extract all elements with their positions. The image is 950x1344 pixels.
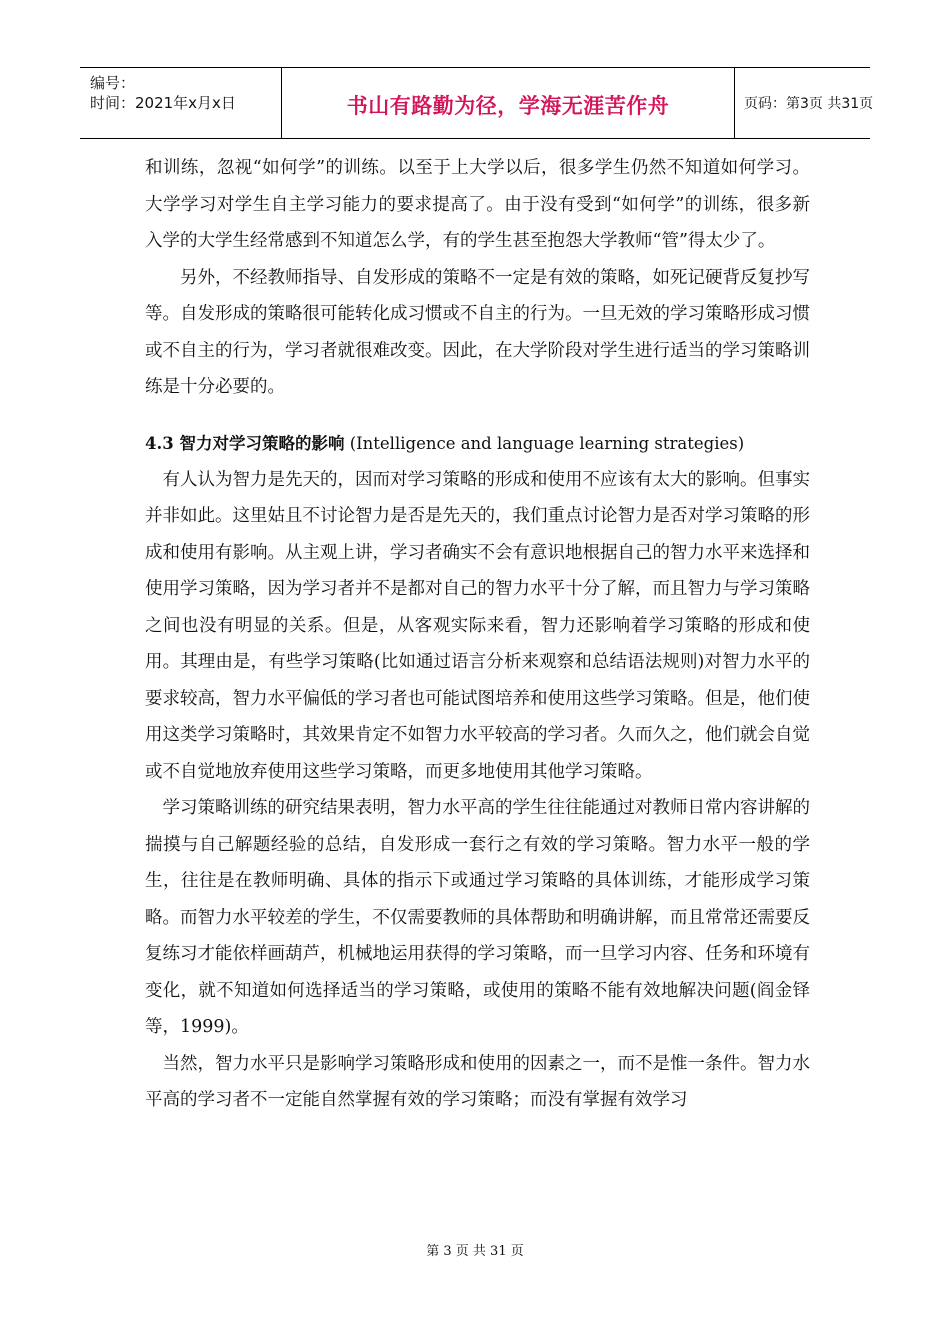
page-header [80,67,874,139]
section-heading [145,426,810,462]
section-paragraph: 当然，智力水平只是影响学习策略形成和使用的因素之一，而不是惟一条件。智力水平高的学习者不一定能自然掌握有效的学习策略；而没有掌握有效学习 [145,1053,810,1110]
section-heading-title: 4.3 智力对学习策略的影响 [145,433,345,453]
document-number-label: 编号： [90,74,136,92]
section-paragraph: 学习策略训练的研究结果表明，智力水平高的学生往往能通过对教师日常内容讲解的揣摸与自己解题经验的总结，自发形成一套行之有效的学习策略。智力水平一般的学生，往往是在教师明确、具体的指示下或通过学习策略的具体训练，才能形成学习策略。而智力水平较差的学生，不仅需要教师的具体帮助和明确讲解，而且常常还需要反复练习才能依样画葫芦，机械地运用获得的学习策略，而一旦学习内容、任务和环境有变化，就不知道如何选择适当的学习策略，或使用的策略不能有效地解决问题(阎金铎等，1999)。 [145,798,810,1037]
page-footer: 第 3 页 共 31 页 [426,1244,524,1259]
header-page-cell [735,68,874,138]
header-motto-cell [282,68,735,138]
section-paragraph: 有人认为智力是先天的，因而对学习策略的形成和使用不应该有太大的影响。但事实并非如此。这里姑且不讨论智力是否是先天的，我们重点讨论智力是否对学习策略的形成和使用有影响。从主观上讲，学习者确实不会有意识地根据自己的智力水平来选择和使用学习策略，因为学习者并不是都对自己的智力水平十分了解，而且智力与学习策略之间也没有明显的关系。但是，从客观实际来看，智力还影响着学习策略的形成和使用。其理由是，有些学习策略(比如通过语言分析来观察和总结语法规则)对智力水平的要求较高，智力水平偏低的学习者也可能试图培养和使用这些学习策略。但是，他们使用这类学习策略时，其效果肯定不如智力水平较高的学习者。久而久之，他们就会自觉或不自觉地放弃使用这些学习策略，而更多地使用其他学习策略。 [145,469,810,782]
document-date-label: 时间：2021年x月x日 [90,94,236,112]
document-body [145,150,810,1119]
header-page-number: 页码：第3页 共31页 [744,96,874,112]
body-paragraph: 另外，不经教师指导、自发形成的策略不一定是有效的策略，如死记硬背反复抄写等。自发形成的策略很可能转化成习惯或不自主的行为。一旦无效的学习策略形成习惯或不自主的行为，学习者就很难改变。因此，在大学阶段对学生进行适当的学习策略训练是十分必要的。 [145,267,810,397]
section-heading-english: (Intelligence and language learning strategies) [349,433,745,453]
header-motto: 书山有路勤为径，学海无涯苦作舟 [346,94,670,118]
header-info-cell [80,68,282,138]
body-paragraph: 和训练，忽视“如何学”的训练。以至于上大学以后，很多学生仍然不知道如何学习。大学学习对学生自主学习能力的要求提高了。由于没有受到“如何学”的训练，很多新入学的大学生经常感到不知道怎么学，有的学生甚至抱怨大学教师“管”得太少了。 [145,158,810,251]
